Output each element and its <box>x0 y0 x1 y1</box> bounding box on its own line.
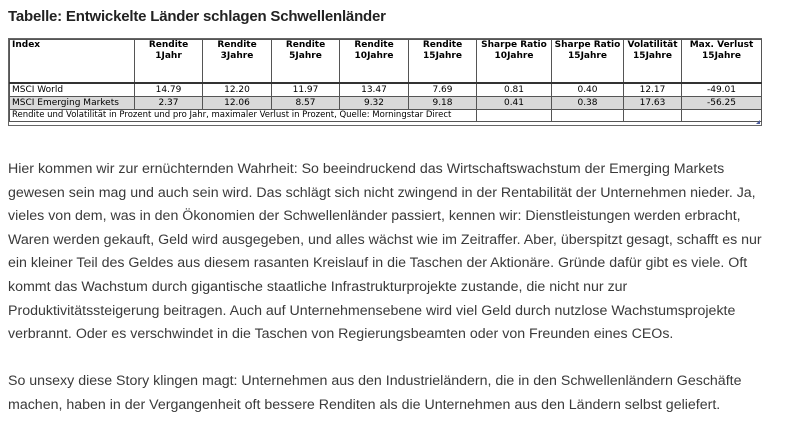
table-row <box>10 83 762 97</box>
table-cell: 0.38 <box>552 97 624 110</box>
table-cell-empty <box>682 110 762 122</box>
table-cell: MSCI Emerging Markets <box>10 97 135 110</box>
table-row <box>10 97 762 110</box>
table-cell: 12.20 <box>203 83 272 97</box>
column-header: Rendite 1Jahr <box>135 40 203 84</box>
table-cell: 9.18 <box>409 97 477 110</box>
table-cell: 7.69 <box>409 83 477 97</box>
table-source-note: Rendite und Volatilität in Prozent und pro Jahr, maximaler Verlust in Prozent, Quelle: Morningstar Direct <box>10 110 477 122</box>
table-cell: 12.17 <box>624 83 682 97</box>
column-header: Rendite 10Jahre <box>340 40 409 84</box>
column-header: Max. Verlust 15Jahre <box>682 40 762 84</box>
table-cell: -56.25 <box>682 97 762 110</box>
table-cell: 12.06 <box>203 97 272 110</box>
column-header: Rendite 15Jahre <box>409 40 477 84</box>
table-cell-empty <box>477 110 552 122</box>
column-header: Rendite 5Jahre <box>272 40 340 84</box>
table-cell: -49.01 <box>682 83 762 97</box>
column-header: Index <box>10 40 135 84</box>
table-cell: 2.37 <box>135 97 203 110</box>
performance-table <box>8 38 762 126</box>
table-cell: 13.47 <box>340 83 409 97</box>
table-cell: 17.63 <box>624 97 682 110</box>
column-header: Sharpe Ratio 15Jahre <box>552 40 624 84</box>
table-cell: 0.40 <box>552 83 624 97</box>
table-source-row <box>10 110 762 122</box>
column-header: Rendite 3Jahre <box>203 40 272 84</box>
column-header: Sharpe Ratio 10Jahre <box>477 40 552 84</box>
column-header: Volatilität 15Jahre <box>624 40 682 84</box>
table-cell: 0.41 <box>477 97 552 110</box>
table-cell: MSCI World <box>10 83 135 97</box>
body-paragraph: So unsexy diese Story klingen magt: Unternehmen aus den Industrieländern, die in den Schwellenländern Geschäfte machen, haben in der Vergangenheit oft bessere Renditen als die Unternehmen aus den Ländern selbst geliefert. <box>8 373 742 413</box>
table-cell: 11.97 <box>272 83 340 97</box>
table-cell: 9.32 <box>340 97 409 110</box>
resize-corner-icon <box>756 120 760 124</box>
table-cell: 14.79 <box>135 83 203 97</box>
body-paragraph: Hier kommen wir zur ernüchternden Wahrheit: So beeindruckend das Wirtschaftswachstum der Emerging Markets gewesen sein mag und auch sein wird. Das schlägt sich nicht zwingend in der Rentabilität der Unternehmen nieder. Ja, vieles von dem, was in den Ökonomien der Schwellenländer passiert, kennen wir: Dienstleistungen werden erbracht, Waren werden gekauft, Geld wird ausgegeben, und alles wächst wie im Zeitraffer. Aber, überspitzt gesagt, schafft es nur ein kleiner Teil des Geldes aus diesem rasanten Kreislauf in die Taschen der Aktionäre. Gründe dafür gibt es viele. Oft kommt das Wachstum durch gigantische staatliche Infrastrukturprojekte zustande, die nicht nur zur Produktivitätssteigerung beitragen. Auch auf Unternehmensebene wird viel Geld durch nutzlose Wachstumsprojekte verbrannt. Oder es verschwindet in die Taschen von Regierungsbeamten oder von Freunden eines CEOs. <box>8 161 762 343</box>
table-header-row <box>10 40 762 84</box>
table-title: Tabelle: Entwickelte Länder schlagen Schwellenländer <box>8 8 386 25</box>
table-cell-empty <box>552 110 624 122</box>
data-table <box>9 39 762 122</box>
table-cell: 8.57 <box>272 97 340 110</box>
table-cell: 0.81 <box>477 83 552 97</box>
table-cell-empty <box>624 110 682 122</box>
